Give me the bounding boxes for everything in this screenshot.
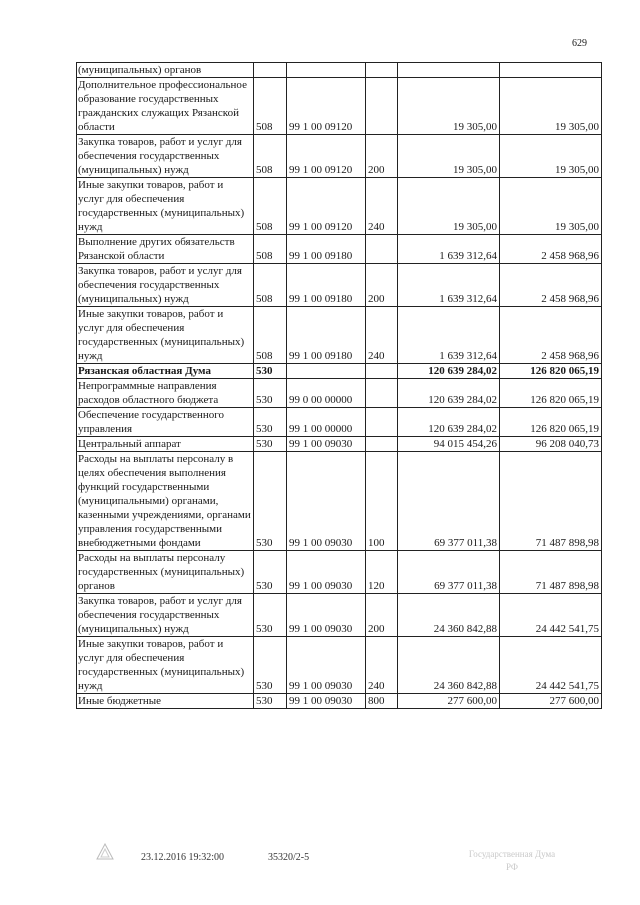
row-name-cell: Закупка товаров, работ и услуг для обеспечения государственных (муниципальных) нужд — [77, 594, 254, 637]
page-number: 629 — [572, 38, 587, 49]
row-department-cell — [254, 63, 287, 78]
row-name-cell: Иные бюджетные — [77, 694, 254, 709]
row-amount-2018-cell: 2 458 968,96 — [500, 264, 602, 307]
row-department-cell: 508 — [254, 135, 287, 178]
row-amount-2018-cell: 19 305,00 — [500, 135, 602, 178]
row-amount-2017-cell: 19 305,00 — [398, 135, 500, 178]
row-name-cell: Непрограммные направления расходов областного бюджета — [77, 379, 254, 408]
row-code-cell: 99 1 00 09030 — [287, 594, 366, 637]
row-expense-type-cell — [366, 63, 398, 78]
table-row — [77, 78, 602, 135]
row-code-cell: 99 1 00 09120 — [287, 78, 366, 135]
row-department-cell: 508 — [254, 178, 287, 235]
row-amount-2017-cell — [398, 63, 500, 78]
row-department-cell: 530 — [254, 452, 287, 551]
row-department-cell: 508 — [254, 264, 287, 307]
row-code-cell: 99 1 00 09180 — [287, 307, 366, 364]
row-name-cell: Дополнительное профессиональное образование государственных гражданских служащих Рязанской области — [77, 78, 254, 135]
row-department-cell: 530 — [254, 379, 287, 408]
row-code-cell: 99 1 00 09120 — [287, 135, 366, 178]
row-expense-type-cell — [366, 379, 398, 408]
row-name-cell: Расходы на выплаты персоналу государственных (муниципальных) органов — [77, 551, 254, 594]
row-code-cell: 99 1 00 00000 — [287, 408, 366, 437]
row-department-cell: 530 — [254, 551, 287, 594]
row-amount-2018-cell: 19 305,00 — [500, 178, 602, 235]
row-name-cell: Закупка товаров, работ и услуг для обеспечения государственных (муниципальных) нужд — [77, 135, 254, 178]
row-department-cell: 530 — [254, 694, 287, 709]
row-code-cell: 99 1 00 09180 — [287, 235, 366, 264]
table-row — [77, 637, 602, 694]
table-row — [77, 452, 602, 551]
row-department-cell: 508 — [254, 78, 287, 135]
row-expense-type-cell: 240 — [366, 307, 398, 364]
row-code-cell: 99 1 00 09180 — [287, 264, 366, 307]
row-amount-2018-cell: 24 442 541,75 — [500, 594, 602, 637]
row-name-cell: Рязанская областная Дума — [77, 364, 254, 379]
table-row — [77, 63, 602, 78]
row-amount-2017-cell: 69 377 011,38 — [398, 551, 500, 594]
row-code-cell: 99 1 00 09030 — [287, 452, 366, 551]
row-amount-2017-cell: 19 305,00 — [398, 178, 500, 235]
row-expense-type-cell — [366, 408, 398, 437]
row-amount-2017-cell: 69 377 011,38 — [398, 452, 500, 551]
row-amount-2018-cell: 126 820 065,19 — [500, 408, 602, 437]
row-amount-2018-cell: 71 487 898,98 — [500, 452, 602, 551]
row-code-cell — [287, 364, 366, 379]
row-expense-type-cell: 240 — [366, 637, 398, 694]
row-code-cell: 99 0 00 00000 — [287, 379, 366, 408]
row-expense-type-cell — [366, 78, 398, 135]
row-name-cell: (муниципальных) органов — [77, 63, 254, 78]
watermark-text: Государственная Дума РФ — [468, 849, 556, 872]
row-amount-2017-cell: 1 639 312,64 — [398, 235, 500, 264]
table-row — [77, 235, 602, 264]
row-department-cell: 530 — [254, 364, 287, 379]
row-amount-2017-cell: 94 015 454,26 — [398, 437, 500, 452]
row-name-cell: Расходы на выплаты персоналу в целях обеспечения выполнения функций государственными (муниципальными) органами, казенными учреждениями, органами управления государственными внебюджетными фондами — [77, 452, 254, 551]
row-amount-2018-cell: 126 820 065,19 — [500, 364, 602, 379]
row-code-cell: 99 1 00 09030 — [287, 694, 366, 709]
row-amount-2018-cell: 2 458 968,96 — [500, 235, 602, 264]
table-row — [77, 135, 602, 178]
budget-table — [76, 62, 602, 709]
table-row — [77, 594, 602, 637]
row-code-cell: 99 1 00 09030 — [287, 637, 366, 694]
table-row — [77, 551, 602, 594]
row-amount-2018-cell: 96 208 040,73 — [500, 437, 602, 452]
row-amount-2017-cell: 1 639 312,64 — [398, 307, 500, 364]
row-amount-2018-cell: 19 305,00 — [500, 78, 602, 135]
row-name-cell: Выполнение других обязательств Рязанской области — [77, 235, 254, 264]
table-row — [77, 364, 602, 379]
row-name-cell: Закупка товаров, работ и услуг для обеспечения государственных (муниципальных) нужд — [77, 264, 254, 307]
row-expense-type-cell: 240 — [366, 178, 398, 235]
table-row — [77, 408, 602, 437]
row-code-cell: 99 1 00 09030 — [287, 437, 366, 452]
table-row — [77, 264, 602, 307]
table-row — [77, 694, 602, 709]
row-expense-type-cell — [366, 364, 398, 379]
row-code-cell: 99 1 00 09030 — [287, 551, 366, 594]
row-code-cell: 99 1 00 09120 — [287, 178, 366, 235]
table-row — [77, 307, 602, 364]
row-expense-type-cell — [366, 235, 398, 264]
row-department-cell: 530 — [254, 437, 287, 452]
row-amount-2018-cell — [500, 63, 602, 78]
row-expense-type-cell: 200 — [366, 135, 398, 178]
table-row — [77, 379, 602, 408]
row-amount-2018-cell: 277 600,00 — [500, 694, 602, 709]
row-amount-2017-cell: 120 639 284,02 — [398, 379, 500, 408]
row-expense-type-cell: 200 — [366, 264, 398, 307]
row-name-cell: Обеспечение государственного управления — [77, 408, 254, 437]
row-department-cell: 508 — [254, 235, 287, 264]
footer-doc-number: 35320/2-5 — [268, 852, 310, 863]
stamp-icon — [96, 843, 114, 861]
row-name-cell: Иные закупки товаров, работ и услуг для обеспечения государственных (муниципальных) нужд — [77, 178, 254, 235]
row-amount-2017-cell: 24 360 842,88 — [398, 637, 500, 694]
row-amount-2017-cell: 120 639 284,02 — [398, 364, 500, 379]
row-department-cell: 508 — [254, 307, 287, 364]
footer-datetime: 23.12.2016 19:32:00 — [141, 852, 225, 863]
row-expense-type-cell: 120 — [366, 551, 398, 594]
row-expense-type-cell: 100 — [366, 452, 398, 551]
row-amount-2017-cell: 277 600,00 — [398, 694, 500, 709]
row-name-cell: Иные закупки товаров, работ и услуг для обеспечения государственных (муниципальных) нужд — [77, 637, 254, 694]
row-amount-2018-cell: 24 442 541,75 — [500, 637, 602, 694]
row-department-cell: 530 — [254, 594, 287, 637]
row-expense-type-cell — [366, 437, 398, 452]
row-code-cell — [287, 63, 366, 78]
row-amount-2017-cell: 19 305,00 — [398, 78, 500, 135]
budget-table-body — [77, 63, 602, 709]
row-amount-2018-cell: 126 820 065,19 — [500, 379, 602, 408]
row-department-cell: 530 — [254, 408, 287, 437]
table-row — [77, 437, 602, 452]
row-name-cell: Иные закупки товаров, работ и услуг для обеспечения государственных (муниципальных) нужд — [77, 307, 254, 364]
row-amount-2018-cell: 2 458 968,96 — [500, 307, 602, 364]
row-expense-type-cell: 200 — [366, 594, 398, 637]
row-department-cell: 530 — [254, 637, 287, 694]
row-name-cell: Центральный аппарат — [77, 437, 254, 452]
table-row — [77, 178, 602, 235]
row-expense-type-cell: 800 — [366, 694, 398, 709]
row-amount-2017-cell: 24 360 842,88 — [398, 594, 500, 637]
row-amount-2018-cell: 71 487 898,98 — [500, 551, 602, 594]
row-amount-2017-cell: 1 639 312,64 — [398, 264, 500, 307]
row-amount-2017-cell: 120 639 284,02 — [398, 408, 500, 437]
